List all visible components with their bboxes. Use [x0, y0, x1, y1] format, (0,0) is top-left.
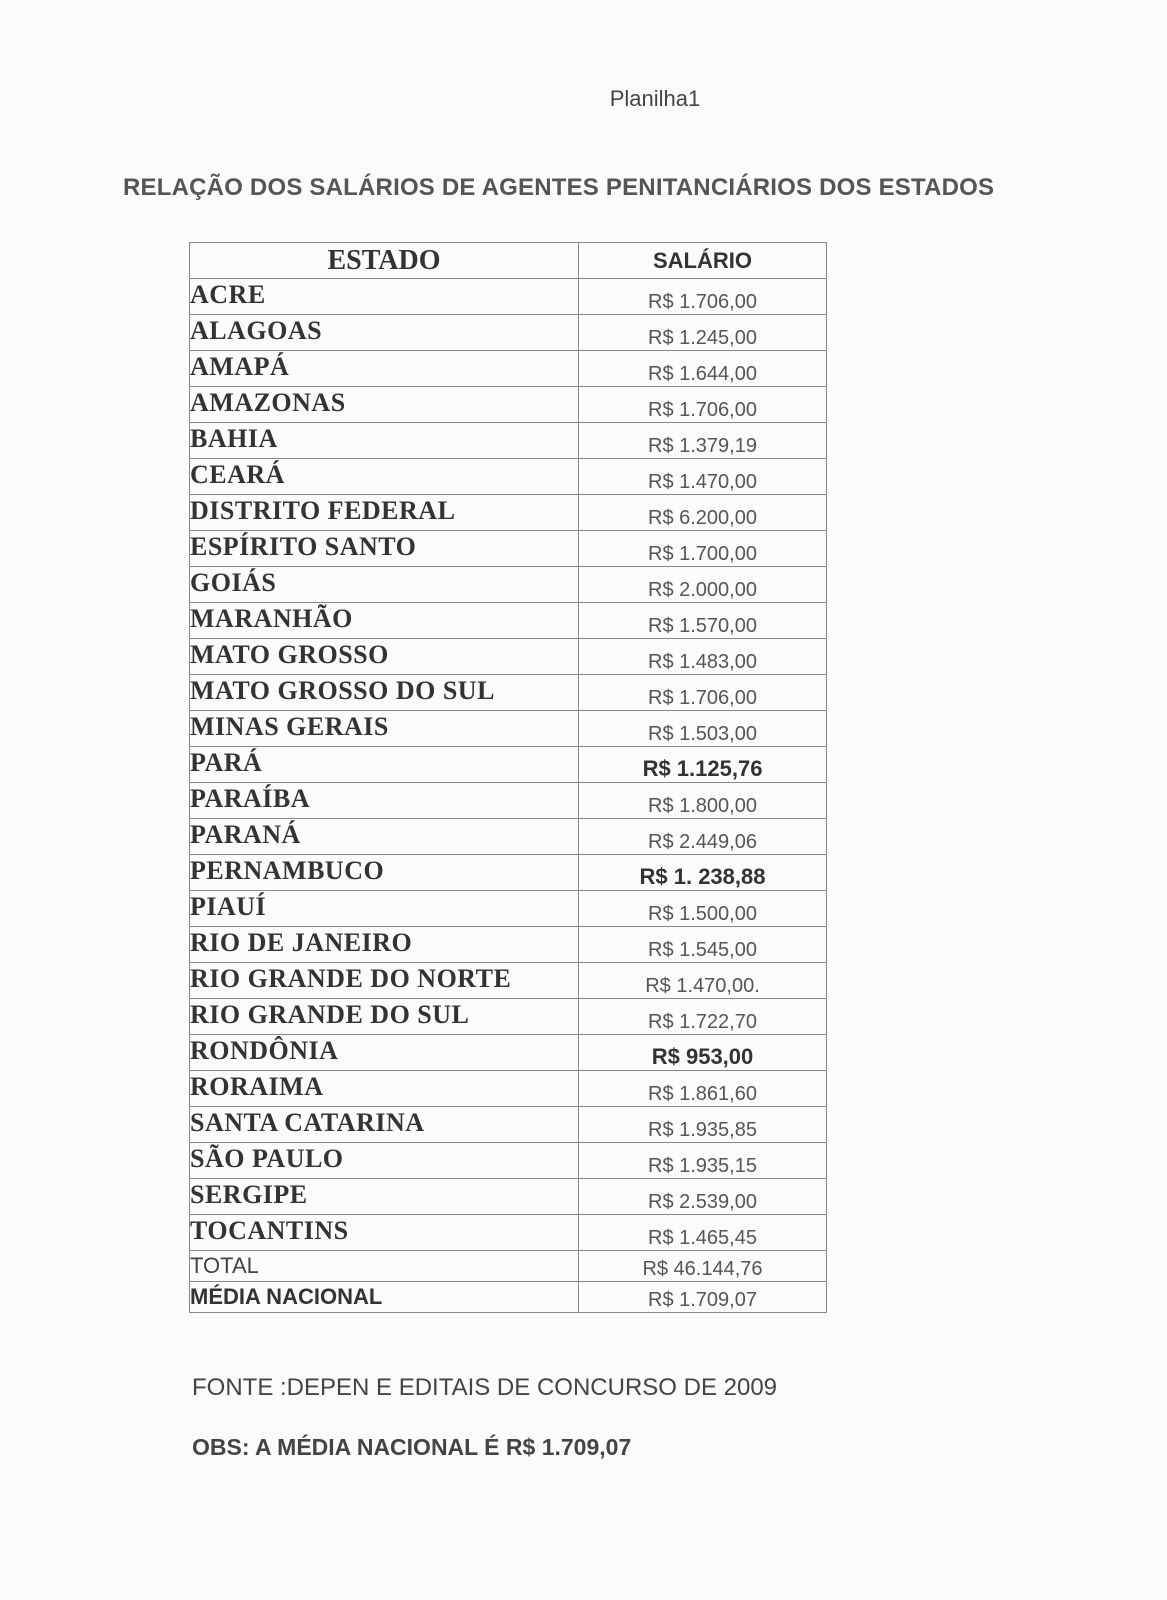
salary-cell: R$ 1.545,00 [579, 927, 827, 963]
salary-cell: R$ 1.935,85 [579, 1107, 827, 1143]
salary-cell: R$ 2.449,06 [579, 819, 827, 855]
salary-cell: R$ 1.503,00 [579, 711, 827, 747]
observation-note: OBS: A MÉDIA NACIONAL É R$ 1.709,07 [192, 1434, 632, 1460]
salary-cell: R$ 1.483,00 [579, 639, 827, 675]
salary-cell: R$ 1.706,00 [579, 279, 827, 315]
state-cell: MATO GROSSO [190, 639, 579, 675]
table-row [190, 567, 827, 603]
average-value: R$ 1.709,07 [579, 1282, 827, 1313]
state-cell: RONDÔNIA [190, 1035, 579, 1071]
state-cell: PERNAMBUCO [190, 855, 579, 891]
state-cell: GOIÁS [190, 567, 579, 603]
table-row [190, 531, 827, 567]
salary-cell: R$ 2.539,00 [579, 1179, 827, 1215]
state-cell: PARÁ [190, 747, 579, 783]
state-cell: MARANHÃO [190, 603, 579, 639]
table-row [190, 639, 827, 675]
table-row [190, 1071, 827, 1107]
salary-cell: R$ 1.500,00 [579, 891, 827, 927]
salary-cell: R$ 1.800,00 [579, 783, 827, 819]
state-cell: SÃO PAULO [190, 1143, 579, 1179]
total-value: R$ 46.144,76 [579, 1251, 827, 1282]
state-cell: RIO DE JANEIRO [190, 927, 579, 963]
salary-table [189, 242, 827, 1313]
salary-cell: R$ 1.861,60 [579, 1071, 827, 1107]
table-row [190, 1035, 827, 1071]
state-cell: MINAS GERAIS [190, 711, 579, 747]
salary-cell: R$ 1. 238,88 [579, 855, 827, 891]
salary-cell: R$ 1.125,76 [579, 747, 827, 783]
source-note: FONTE :DEPEN E EDITAIS DE CONCURSO DE 2009 [192, 1374, 778, 1401]
document-title: RELAÇÃO DOS SALÁRIOS DE AGENTES PENITANCIÁRIOS DOS ESTADOS [123, 174, 995, 201]
table-row [190, 855, 827, 891]
table-row [190, 747, 827, 783]
sheet-name: Planilha1 [609, 86, 701, 111]
table-row [190, 423, 827, 459]
state-cell: SANTA CATARINA [190, 1107, 579, 1143]
table-row [190, 351, 827, 387]
table-row [190, 1215, 827, 1251]
state-cell: ACRE [190, 279, 579, 315]
state-cell: PARANÁ [190, 819, 579, 855]
state-cell: AMAZONAS [190, 387, 579, 423]
header-state: ESTADO [190, 243, 579, 279]
table-row [190, 387, 827, 423]
state-cell: ALAGOAS [190, 315, 579, 351]
state-cell: RIO GRANDE DO SUL [190, 999, 579, 1035]
salary-cell: R$ 1.935,15 [579, 1143, 827, 1179]
average-row [190, 1282, 827, 1313]
table-row [190, 963, 827, 999]
salary-cell: R$ 6.200,00 [579, 495, 827, 531]
table-row [190, 711, 827, 747]
state-cell: AMAPÁ [190, 351, 579, 387]
state-cell: MATO GROSSO DO SUL [190, 675, 579, 711]
state-cell: SERGIPE [190, 1179, 579, 1215]
table-row [190, 999, 827, 1035]
table-row [190, 603, 827, 639]
state-cell: BAHIA [190, 423, 579, 459]
table-row [190, 1107, 827, 1143]
table-row [190, 783, 827, 819]
salary-cell: R$ 1.644,00 [579, 351, 827, 387]
salary-cell: R$ 1.700,00 [579, 531, 827, 567]
total-row [190, 1251, 827, 1282]
state-cell: RORAIMA [190, 1071, 579, 1107]
table-row [190, 1179, 827, 1215]
state-cell: PARAÍBA [190, 783, 579, 819]
state-cell: ESPÍRITO SANTO [190, 531, 579, 567]
table-row [190, 1143, 827, 1179]
salary-cell: R$ 1.245,00 [579, 315, 827, 351]
salary-cell: R$ 1.379,19 [579, 423, 827, 459]
salary-cell: R$ 2.000,00 [579, 567, 827, 603]
state-cell: TOCANTINS [190, 1215, 579, 1251]
state-cell: DISTRITO FEDERAL [190, 495, 579, 531]
salary-cell: R$ 1.470,00. [579, 963, 827, 999]
salary-cell: R$ 1.570,00 [579, 603, 827, 639]
table-row [190, 819, 827, 855]
table-row [190, 495, 827, 531]
state-cell: RIO GRANDE DO NORTE [190, 963, 579, 999]
salary-cell: R$ 1.722,70 [579, 999, 827, 1035]
table-header-row [190, 243, 827, 279]
salary-cell: R$ 1.706,00 [579, 387, 827, 423]
salary-cell: R$ 1.706,00 [579, 675, 827, 711]
table-row [190, 459, 827, 495]
table-body [190, 279, 827, 1251]
table-row [190, 927, 827, 963]
salary-cell: R$ 1.465,45 [579, 1215, 827, 1251]
table-row [190, 891, 827, 927]
table-row [190, 279, 827, 315]
state-cell: PIAUÍ [190, 891, 579, 927]
header-salary: SALÁRIO [579, 243, 827, 279]
state-cell: CEARÁ [190, 459, 579, 495]
table-row [190, 675, 827, 711]
salary-cell: R$ 953,00 [579, 1035, 827, 1071]
table-row [190, 315, 827, 351]
total-label: TOTAL [190, 1251, 579, 1282]
salary-cell: R$ 1.470,00 [579, 459, 827, 495]
average-label: MÉDIA NACIONAL [190, 1282, 579, 1313]
